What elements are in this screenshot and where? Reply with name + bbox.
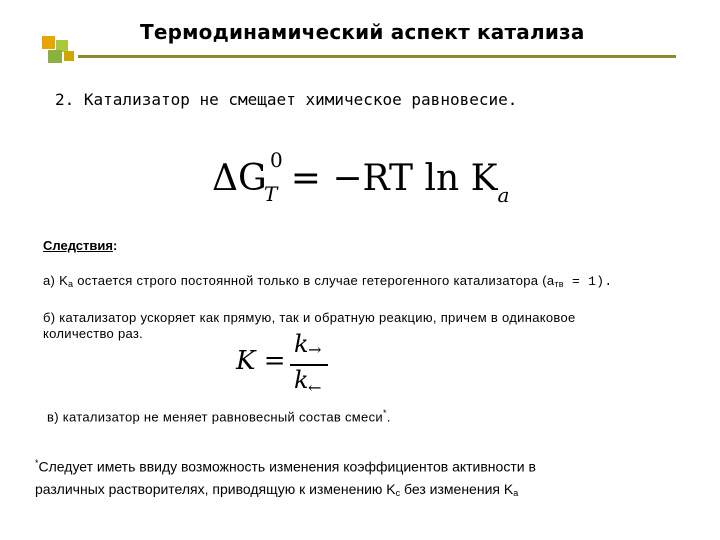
consequences-word: Следствия [43, 238, 113, 253]
footnote-kc-sub: c [395, 487, 401, 498]
formula-rhs: = −RT ln K [290, 158, 498, 199]
gibbs-formula [212, 148, 510, 207]
consequence-b-line2: количество раз. [43, 326, 144, 341]
consequences-colon: : [112, 238, 118, 253]
slide-title: Термодинамический аспект катализа [140, 20, 585, 44]
consequence-a-prefix: а) K [43, 273, 69, 288]
consequence-v-end: . [386, 409, 391, 425]
k-ratio-formula [236, 330, 336, 402]
consequence-a-text: остается строго постоянной только в случае гетерогенного катализатора (a [73, 273, 555, 288]
point-2-text: 2. Катализатор не смещает химическое равновесие. [55, 90, 518, 109]
footnote [35, 452, 675, 504]
consequence-v-asterisk: * [382, 408, 387, 418]
reverse-arrow-icon: ← [308, 378, 322, 397]
formula-sup-zero: 0 [270, 148, 283, 172]
footnote-line2-mid: без изменения K [400, 480, 514, 497]
deco-square-olive [48, 50, 62, 63]
k-reverse: k [294, 366, 309, 394]
consequence-v [47, 408, 391, 424]
formula-rhs-sub: a [497, 183, 510, 207]
footnote-line1 [35, 452, 675, 478]
forward-arrow-icon: → [308, 340, 322, 359]
deco-square-orange [42, 36, 55, 49]
footnote-asterisk: * [35, 458, 39, 468]
formula-sub-t: T [264, 182, 278, 206]
consequence-a-suffix: = 1). [563, 274, 613, 289]
k-forward: k [294, 330, 309, 358]
consequence-a-atv-sub: тв [554, 279, 564, 289]
formula-delta-g: ΔG [212, 158, 267, 199]
footnote-line2 [35, 478, 675, 504]
consequence-b-line1: б) катализатор ускоряет как прямую, так и обратную реакцию, причем в одинаковое [43, 310, 576, 325]
consequences-label [43, 238, 117, 253]
footnote-line2-pre: различных растворителях, приводящую к изменению K [35, 480, 396, 497]
k-lhs: K = [236, 346, 286, 376]
consequence-v-text: в) катализатор не меняет равновесный состав смеси [47, 409, 383, 425]
footnote-ka-sub: a [513, 487, 519, 498]
deco-square-gold [64, 51, 74, 61]
footnote-line1-text: Следует иметь ввиду возможность изменения коэффициентов активности в [38, 458, 536, 475]
consequence-a [43, 273, 612, 289]
consequence-a-ka-sub: a [68, 279, 74, 289]
title-underline [78, 55, 676, 58]
